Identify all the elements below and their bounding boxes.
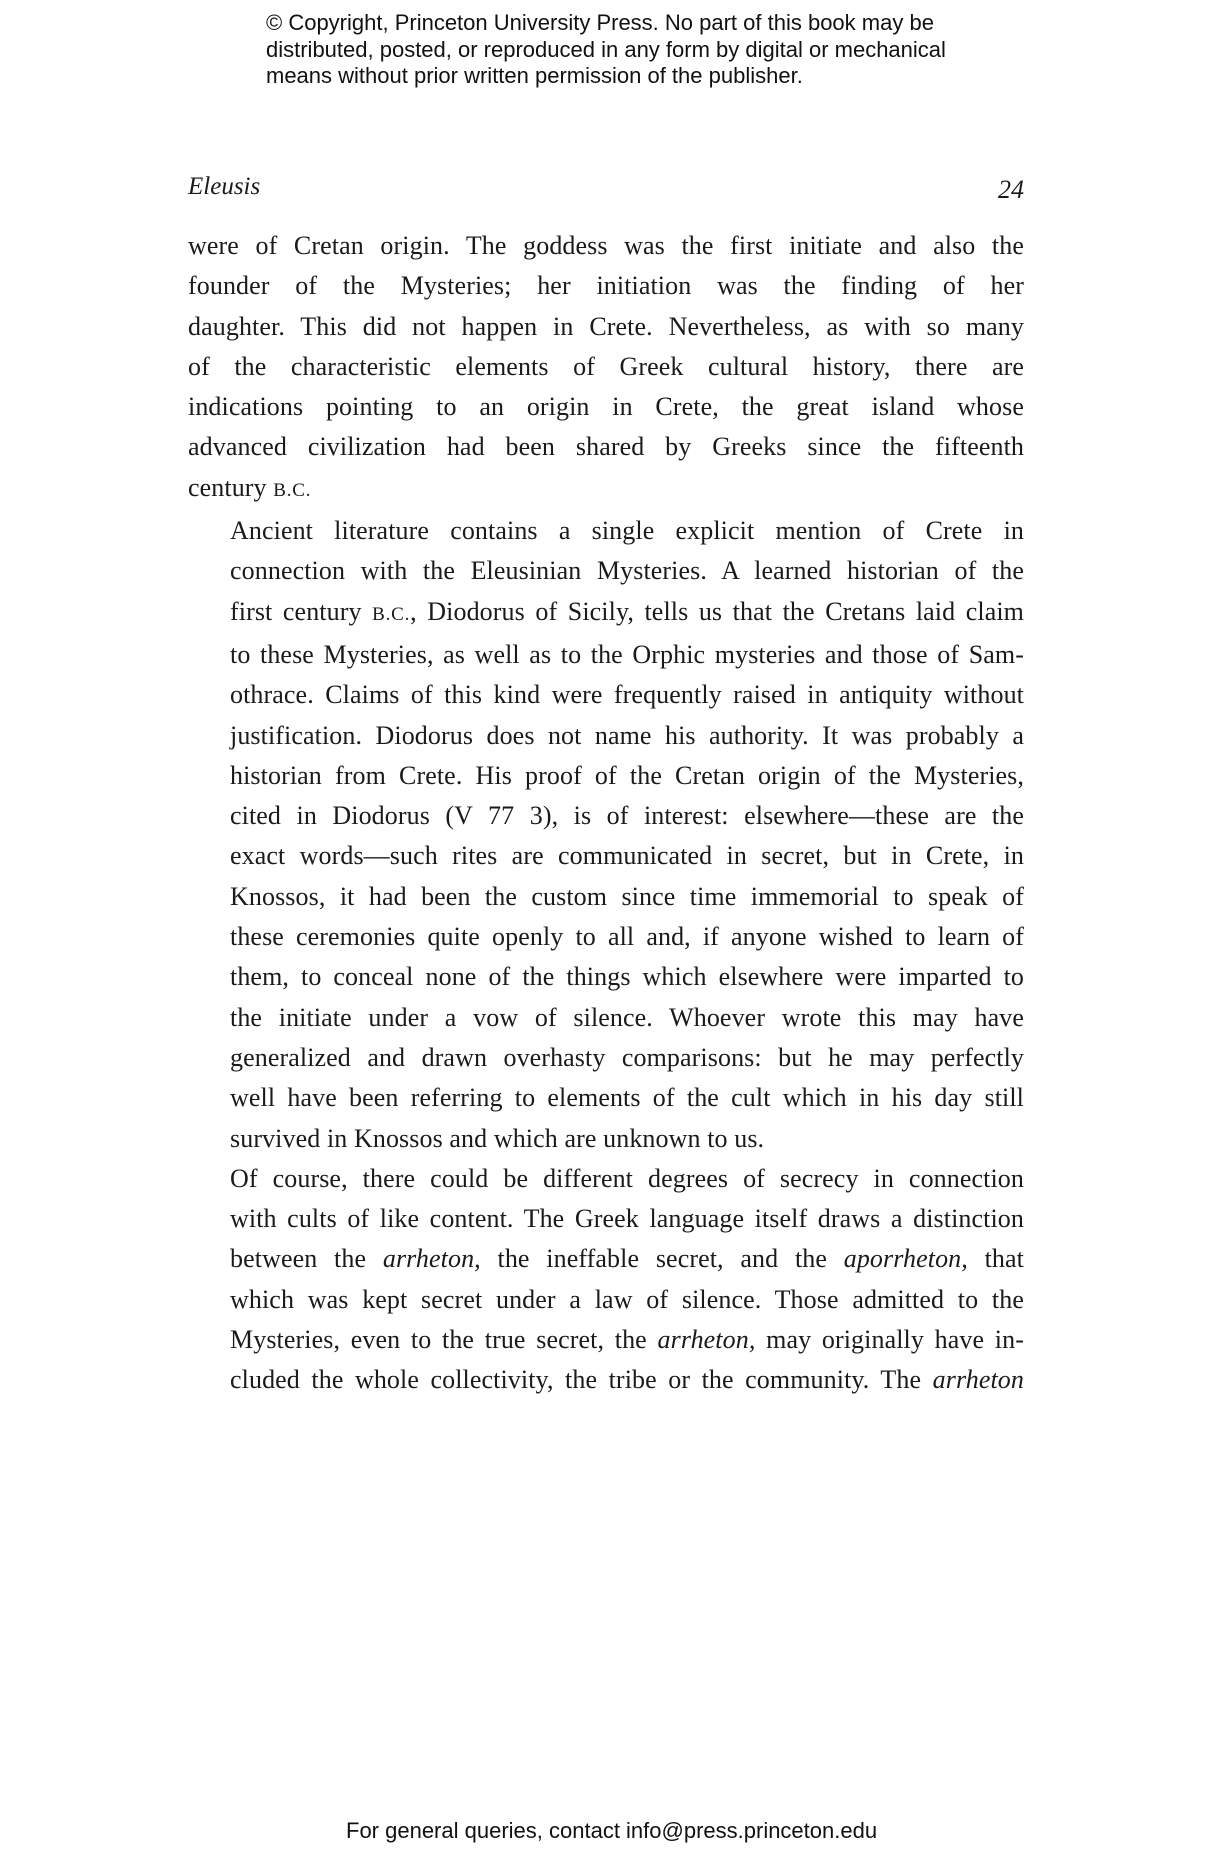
text-line <box>188 1239 1024 1279</box>
text-line: which was kept secret under a law of silence. Those admitted to the <box>230 1284 1024 1314</box>
text-segment: Mysteries, even to the true secret, the <box>230 1325 658 1355</box>
copyright-line: distributed, posted, or reproduced in any form by digital or mechanical <box>266 36 946 62</box>
text-line: to these Mysteries, as well as to the Orphic mysteries and those of Sam- <box>230 639 1024 669</box>
text-line <box>188 1320 1024 1360</box>
text-line: justification. Diodorus does not name his authority. It was probably a <box>230 720 1024 750</box>
text-segment: century <box>188 472 274 502</box>
text-line: daughter. This did not happen in Crete. Nevertheless, as with so many <box>188 311 1024 341</box>
small-caps-era: B.C. <box>273 479 312 501</box>
text-line: the initiate under a vow of silence. Whoever wrote this may have <box>230 1002 1024 1032</box>
text-segment: the ineffable secret, and the <box>480 1244 844 1274</box>
text-segment: , Diodorus of Sicily, tells us that the Cretans laid claim <box>410 596 1025 626</box>
text-line: with cults of like content. The Greek language itself draws a distinction <box>230 1204 1024 1234</box>
text-segment: that <box>967 1244 1024 1274</box>
text-line <box>188 592 1024 635</box>
running-title: Eleusis <box>188 173 261 200</box>
running-head <box>188 172 1024 202</box>
paragraph-1 <box>188 226 1024 511</box>
text-line: Knossos, it had been the custom since time immemorial to speak of <box>230 881 1024 911</box>
text-line: Ancient literature contains a single explicit mention of Crete in <box>230 516 1024 546</box>
greek-term: aporrheton, <box>843 1244 968 1274</box>
text-line: Of course, there could be different degrees of secrecy in connection <box>230 1163 1024 1193</box>
copyright-line: © Copyright, Princeton University Press. No part of this book may be <box>266 10 934 35</box>
text-line: advanced civilization had been shared by Greeks since the fifteenth <box>188 432 1024 462</box>
greek-term: arrheton, <box>382 1244 481 1274</box>
footer-contact: For general queries, contact info@press.princeton.edu <box>346 1818 878 1843</box>
text-line <box>188 1360 1024 1400</box>
text-line: generalized and drawn overhasty comparisons: but he may perfectly <box>230 1042 1024 1072</box>
body-text <box>188 226 1024 1401</box>
text-segment: cluded the whole collectivity, the tribe or the community. The <box>230 1365 933 1395</box>
paragraph-3 <box>188 1159 1024 1401</box>
text-line: these ceremonies quite openly to all and, if anyone wished to learn of <box>230 922 1024 952</box>
text-segment: first century <box>230 596 373 626</box>
text-segment: between the <box>230 1244 383 1274</box>
text-line: cited in Diodorus (V 77 3), is of interest: elsewhere—these are the <box>230 801 1024 831</box>
text-line: founder of the Mysteries; her initiation was the finding of her <box>188 271 1024 301</box>
text-line: othrace. Claims of this kind were frequently raised in antiquity without <box>230 680 1024 710</box>
text-line: connection with the Eleusinian Mysteries. A learned historian of the <box>230 556 1024 586</box>
copyright-notice <box>266 10 966 90</box>
text-line: were of Cretan origin. The goddess was the first initiate and also the <box>188 231 1024 260</box>
paragraph-2 <box>188 511 1024 1159</box>
text-line: indications pointing to an origin in Crete, the great island whose <box>188 392 1024 422</box>
text-line: well have been referring to elements of the cult which in his day still <box>230 1083 1024 1113</box>
text-line: survived in Knossos and which are unknown to us. <box>230 1123 765 1153</box>
copyright-line: means without prior written permission of the publisher. <box>266 63 803 88</box>
text-line: exact words—such rites are communicated in secret, but in Crete, in <box>230 841 1024 871</box>
page-number: 24 <box>998 175 1024 204</box>
text-line <box>188 468 1024 511</box>
small-caps-era: B.C. <box>372 603 411 625</box>
text-line: of the characteristic elements of Greek cultural history, there are <box>188 351 1024 381</box>
greek-term: arrheton <box>932 1365 1024 1395</box>
text-line: historian from Crete. His proof of the Cretan origin of the Mysteries, <box>230 760 1024 790</box>
greek-term: arrheton, <box>657 1325 756 1355</box>
text-line: them, to conceal none of the things which elsewhere were imparted to <box>230 962 1024 992</box>
text-segment: may originally have in- <box>755 1325 1024 1355</box>
